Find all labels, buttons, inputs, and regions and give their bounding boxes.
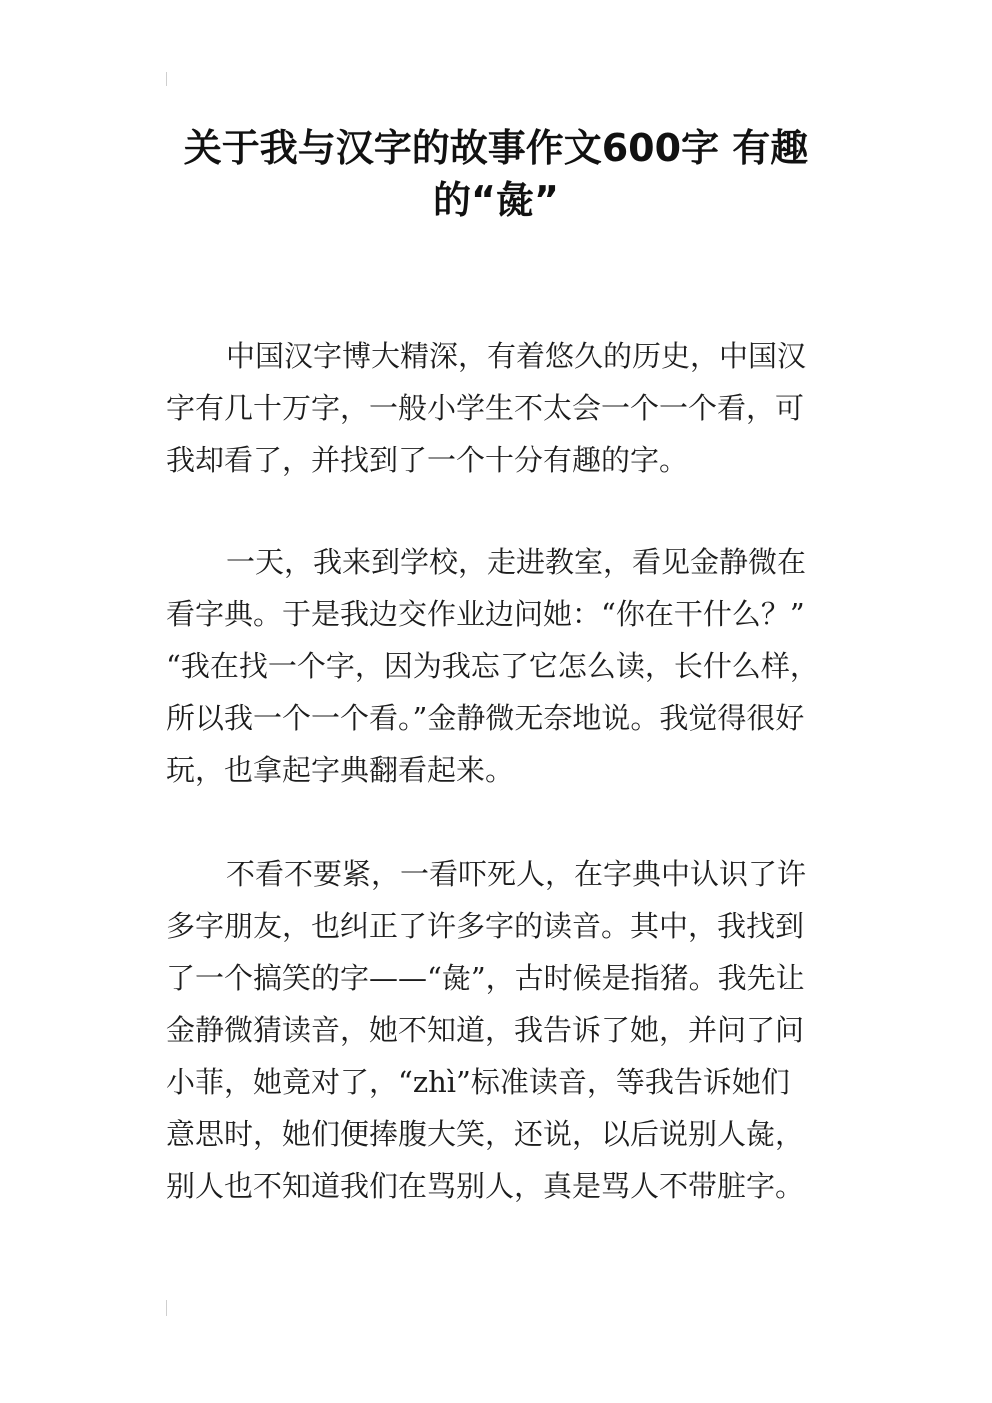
paragraph-line: 中国汉字博大精深，有着悠久的历史，中国汉 (226, 339, 807, 373)
paragraph-line: 看字典。于是我边交作业边问她：“你在干什么？” (166, 597, 805, 631)
paragraph-3 (166, 848, 834, 1212)
paragraph-line: 别人也不知道我们在骂别人，真是骂人不带脏字。 (166, 1169, 805, 1203)
title-line-1: 关于我与汉字的故事作文600字 有趣 (183, 126, 809, 170)
paragraph-line: 不看不要紧，一看吓死人，在字典中认识了许 (226, 857, 807, 891)
paragraph-line: 了一个搞笑的字——“彘”，古时候是指猪。我先让 (166, 961, 805, 995)
title-line-2: 的“彘” (433, 178, 559, 222)
paragraph-line: 我却看了，并找到了一个十分有趣的字。 (166, 443, 689, 477)
paragraph-line: 小菲，她竟对了，“zhì”标准读音，等我告诉她们 (166, 1065, 790, 1099)
paragraph-line: 玩，也拿起字典翻看起来。 (166, 753, 515, 787)
paragraph-line: “我在找一个字，因为我忘了它怎么读，长什么样， (166, 649, 819, 683)
crop-mark-top (166, 72, 167, 86)
paragraph-line: 一天，我来到学校，走进教室，看见金静微在 (226, 545, 807, 579)
paragraph-line: 所以我一个一个看。”金静微无奈地说。我觉得很好 (166, 701, 805, 735)
paragraph-2 (166, 536, 834, 796)
paragraph-line: 意思时，她们便捧腹大笑，还说，以后说别人彘， (166, 1117, 805, 1151)
paragraph-line: 字有几十万字，一般小学生不太会一个一个看，可 (166, 391, 805, 425)
paragraph-line: 多字朋友，也纠正了许多字的读音。其中，我找到 (166, 909, 805, 943)
paragraph-1 (166, 330, 834, 486)
paragraph-line: 金静微猜读音，她不知道，我告诉了她，并问了问 (166, 1013, 805, 1047)
document-title (150, 122, 842, 226)
crop-mark-bottom (166, 1300, 167, 1316)
